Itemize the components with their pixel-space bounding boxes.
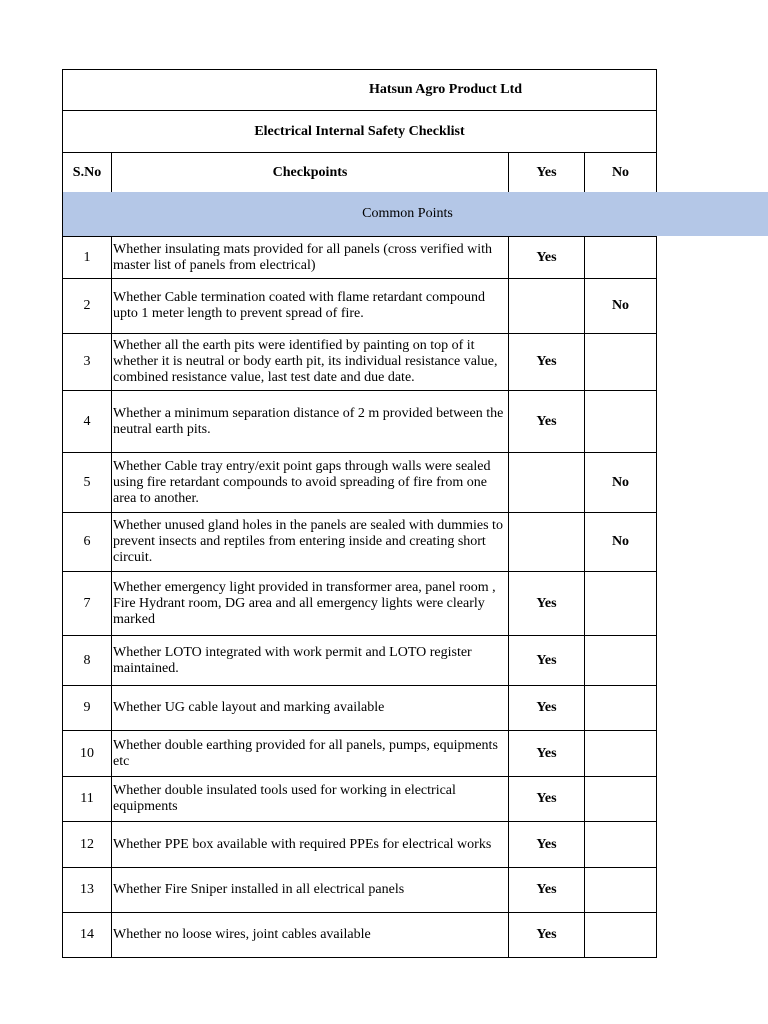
row-sno: 8 [63,636,112,686]
row-checkpoint: Whether double insulated tools used for working in electrical equipments [112,777,509,822]
table-row [63,777,657,822]
section-label: Common Points [362,206,453,221]
row-checkpoint: Whether emergency light provided in transformer area, panel room , Fire Hydrant room, DG area and all emergency lights were clearly marked [112,572,509,636]
column-header-yes: Yes [509,153,585,193]
row-yes [509,513,585,572]
column-header-sno: S.No [63,153,112,193]
table-row [63,453,657,513]
row-no [585,391,657,453]
row-no [585,731,657,777]
table-row [63,636,657,686]
row-no [585,868,657,913]
row-checkpoint: Whether double earthing provided for all panels, pumps, equipments etc [112,731,509,777]
row-sno: 4 [63,391,112,453]
section-band [62,192,768,236]
row-yes: Yes [509,868,585,913]
row-sno: 11 [63,777,112,822]
checklist-title-cell [63,111,657,153]
row-no [585,237,657,279]
row-sno: 5 [63,453,112,513]
row-sno: 13 [63,868,112,913]
row-yes: Yes [509,572,585,636]
row-yes: Yes [509,913,585,958]
row-checkpoint: Whether a minimum separation distance of 2 m provided between the neutral earth pits. [112,391,509,453]
row-sno: 6 [63,513,112,572]
row-sno: 10 [63,731,112,777]
row-yes [509,453,585,513]
row-yes: Yes [509,822,585,868]
row-checkpoint: Whether UG cable layout and marking available [112,686,509,731]
row-no: No [585,453,657,513]
row-checkpoint: Whether Cable tray entry/exit point gaps through walls were sealed using fire retardant compounds to avoid spreading of fire from one area to another. [112,453,509,513]
column-header-no: No [585,153,657,193]
row-checkpoint: Whether Cable termination coated with flame retardant compound upto 1 meter length to prevent spread of fire. [112,279,509,334]
row-yes: Yes [509,636,585,686]
company-name: Hatsun Agro Product Ltd [368,82,523,97]
table-row [63,868,657,913]
row-no [585,636,657,686]
table-row [63,334,657,391]
row-no [585,572,657,636]
table-row [63,731,657,777]
row-no: No [585,513,657,572]
row-checkpoint: Whether all the earth pits were identified by painting on top of it whether it is neutral or body earth pit, its individual resistance value, combined resistance value, last test date and due date. [112,334,509,391]
row-no [585,334,657,391]
table-row [63,913,657,958]
row-sno: 9 [63,686,112,731]
table-row [63,237,657,279]
table-row [63,391,657,453]
row-yes: Yes [509,391,585,453]
header-table [62,69,657,193]
row-yes: Yes [509,237,585,279]
column-header-checkpoints: Checkpoints [112,153,509,193]
table-row [63,822,657,868]
row-sno: 7 [63,572,112,636]
table-row [63,686,657,731]
company-name-cell [63,70,657,111]
row-checkpoint: Whether no loose wires, joint cables available [112,913,509,958]
row-sno: 12 [63,822,112,868]
row-yes: Yes [509,777,585,822]
table-row [63,572,657,636]
row-checkpoint: Whether PPE box available with required PPEs for electrical works [112,822,509,868]
row-yes [509,279,585,334]
row-checkpoint: Whether LOTO integrated with work permit and LOTO register maintained. [112,636,509,686]
checklist-rows [62,236,657,958]
row-yes: Yes [509,731,585,777]
row-no [585,822,657,868]
checklist-header [62,69,657,193]
row-checkpoint: Whether Fire Sniper installed in all electrical panels [112,868,509,913]
row-sno: 1 [63,237,112,279]
row-yes: Yes [509,686,585,731]
row-sno: 3 [63,334,112,391]
table-row [63,279,657,334]
row-no [585,913,657,958]
row-yes: Yes [509,334,585,391]
row-no [585,686,657,731]
row-sno: 2 [63,279,112,334]
row-checkpoint: Whether insulating mats provided for all panels (cross verified with master list of panels from electrical) [112,237,509,279]
row-sno: 14 [63,913,112,958]
rows-table [62,236,657,958]
checklist-title: Electrical Internal Safety Checklist [254,123,465,139]
row-checkpoint: Whether unused gland holes in the panels are sealed with dummies to prevent insects and reptiles from entering inside and creating short circuit. [112,513,509,572]
row-no [585,777,657,822]
table-row [63,513,657,572]
row-no: No [585,279,657,334]
